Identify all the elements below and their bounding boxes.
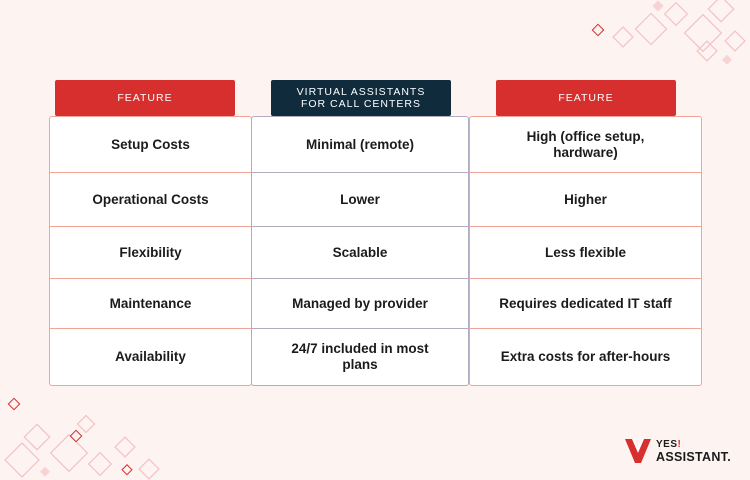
comparison-column [469, 116, 702, 386]
feature-cell: Maintenance [50, 279, 251, 329]
logo-wordmark [656, 439, 731, 463]
feature-cell: Flexibility [50, 227, 251, 279]
header-virtual-assistants-label: VIRTUAL ASSISTANTS FOR CALL CENTERS [296, 86, 426, 110]
virtual-cell: Scalable [252, 227, 468, 279]
virtual-cell: Managed by provider [252, 279, 468, 329]
comparison-cell: Higher [470, 173, 701, 227]
comparison-cell: Less flexible [470, 227, 701, 279]
virtual-assistants-column [251, 116, 469, 386]
comparison-cell: Extra costs for after-hours [500, 349, 671, 364]
feature-cell: Operational Costs [50, 173, 251, 227]
header-feature-right-label: FEATURE [558, 92, 614, 104]
feature-cell: Availability [115, 349, 186, 364]
header-feature-left [55, 80, 235, 116]
yes-assistant-logo [624, 437, 736, 465]
comparison-cell: Requires dedicated IT staff [470, 279, 701, 329]
logo-assistant: ASSISTANT. [656, 450, 731, 464]
logo-yes: YES! [656, 439, 682, 450]
logo-mark-icon [624, 437, 652, 465]
header-feature-left-label: FEATURE [117, 92, 173, 104]
comparison-cell: High (office setup, hardware) [470, 117, 701, 173]
header-feature-right [496, 80, 676, 116]
feature-cell: Setup Costs [50, 117, 251, 173]
virtual-cell: Lower [252, 173, 468, 227]
header-virtual-assistants [271, 80, 451, 116]
feature-column [49, 116, 252, 386]
virtual-cell: Minimal (remote) [252, 117, 468, 173]
virtual-cell: 24/7 included in most plans [291, 341, 429, 372]
